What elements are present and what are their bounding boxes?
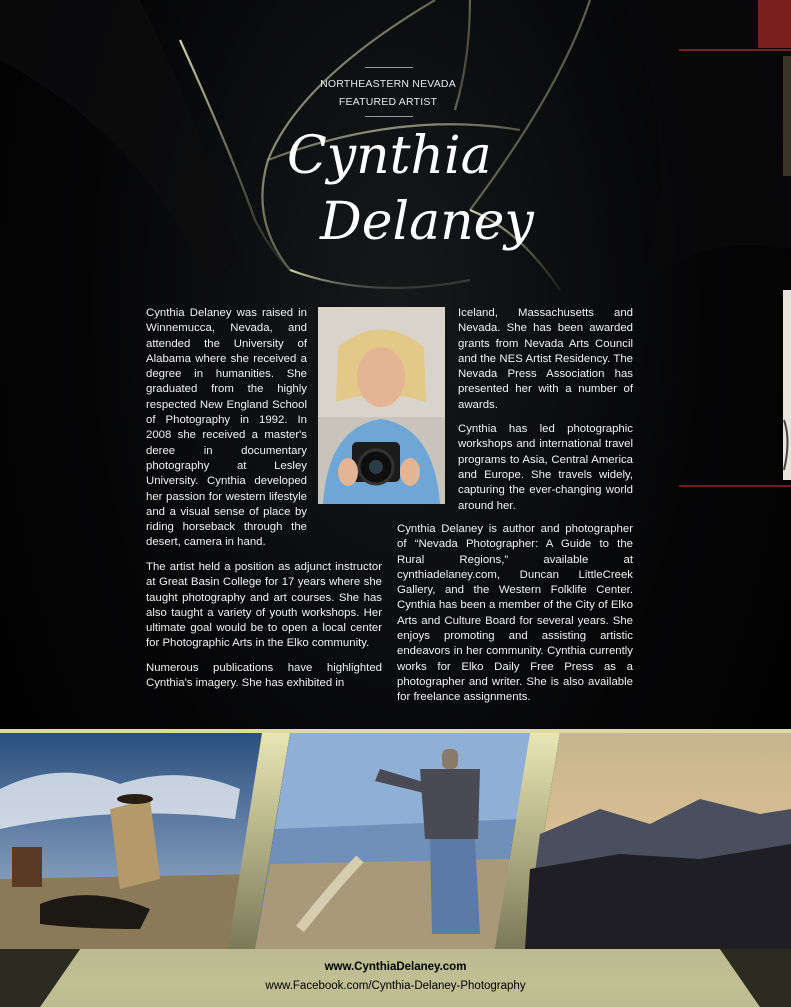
paragraph: Numerous publications have highlighted Cynthia's imagery. She has exhibited in	[146, 661, 382, 690]
portrait-image	[318, 307, 445, 504]
paragraph: Cynthia Delaney was raised in Winnemucca, Nevada, and attended the University of Alabama where she received a degree in humanities. She graduated from the highly respected New England School of Photography in 1992. In 2008 she received a master's deree in documentary photography at Lesley University. Cynthia developed her passion for western lifestyle and a visual sense of place by riding horseback through the desert, camera in hand.	[146, 307, 307, 549]
paragraph: Iceland, Massachusetts and Nevada. She has been awarded grants from Nevada Arts Council and the NES Artist Residency. The Nevada Press Association has presented her with a number of awards.	[458, 307, 633, 411]
article-col-right	[458, 306, 633, 523]
kicker-line-1: NORTHEASTERN NEVADA	[320, 78, 456, 90]
paragraph: The artist held a position as adjunct instructor at Great Basin College for 17 years where she taught photography and art courses. She has also taught a variety of youth workshops. Her ultimate goal would be to open a local center for Photographic Arts in the Elko community.	[146, 561, 382, 650]
footer-gradient	[0, 949, 791, 1007]
article-col-right-bottom	[397, 522, 633, 715]
article-col-left-top	[146, 306, 307, 560]
kicker-top-rule	[365, 67, 413, 68]
kicker-bottom-rule	[365, 116, 413, 117]
footer-band	[0, 949, 791, 1007]
website-link[interactable]: www.CynthiaDelaney.com	[324, 961, 467, 973]
article-col-left-bottom	[146, 560, 382, 700]
artist-first-name: Cynthia	[287, 126, 492, 186]
artist-portrait-photo	[318, 307, 445, 504]
paragraph: Cynthia Delaney is author and photographer of “Nevada Photographer: A Guide to the Rural Regions,” available at cynthiadelaney.com, Duncan LittleCreek Gallery, and the Western Folklife Center. Cynthia has been a member of the City of Elko Arts and Culture Board for several years. She enjoys promoting and assisting artistic endeavors in her community. Cynthia currently works for Elko Daily Free Press as a photographer and writer. She is also available for freelance assignments.	[397, 523, 633, 704]
photo-strip	[0, 729, 791, 949]
landscape-photos	[0, 729, 791, 949]
kicker-line-2: FEATURED ARTIST	[338, 96, 438, 108]
facebook-link[interactable]: www.Facebook.com/Cynthia-Delaney-Photography	[265, 980, 526, 992]
artist-last-name: Delaney	[320, 192, 534, 252]
paragraph: Cynthia has led photographic workshops and international travel programs to Asia, Central America and Europe. She travels widely, capturing the ever-changing world around her.	[458, 423, 633, 512]
